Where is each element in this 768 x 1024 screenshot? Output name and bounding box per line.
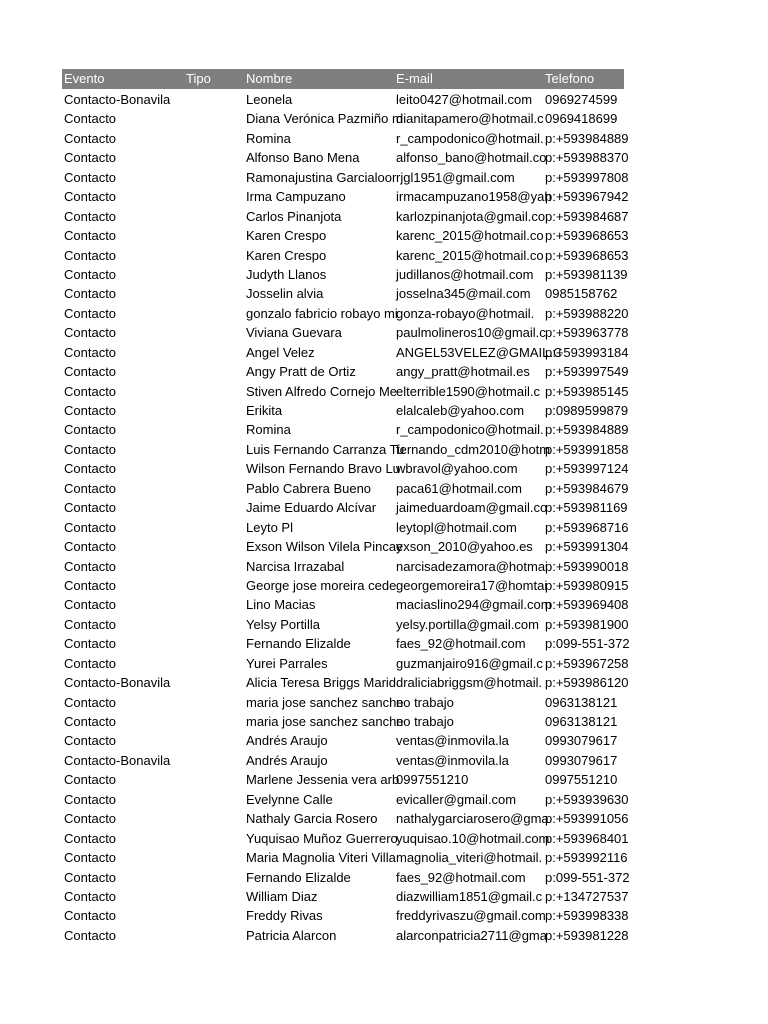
cell-email[interactable]: georgemoreira17@homtai <box>396 577 548 593</box>
table-row <box>62 673 629 692</box>
cell-email[interactable]: ANGEL53VELEZ@GMAIL.C <box>396 344 563 360</box>
cell-nombre[interactable]: Exson Wilson Vilela Pincay <box>246 539 403 555</box>
cell-email[interactable]: narcisadezamora@hotmai <box>396 558 548 574</box>
cell-nombre[interactable]: Lino Macias <box>246 597 316 613</box>
table-row <box>62 615 629 634</box>
cell-evento[interactable]: Contacto <box>64 636 117 652</box>
cell-telefono[interactable]: p:099-551-372 <box>545 636 630 652</box>
cell-tipo[interactable] <box>184 887 244 906</box>
cell-nombre[interactable]: Viviana Guevara <box>246 325 342 341</box>
cell-telefono[interactable]: p:+593967258 <box>545 655 629 671</box>
cell-email[interactable]: judillanos@hotmail.com <box>396 266 534 282</box>
cell-nombre[interactable]: maria jose sanchez sanche <box>246 714 404 729</box>
cell-email[interactable]: 0997551210 <box>396 772 469 788</box>
cell-evento[interactable]: Contacto <box>64 888 117 904</box>
cell-telefono[interactable]: p:+593968401 <box>545 830 629 846</box>
cell-tipo[interactable] <box>184 790 244 809</box>
cell-email[interactable]: gonza-robayo@hotmail. <box>396 305 535 321</box>
cell-nombre[interactable]: Andrés Araujo <box>246 733 328 749</box>
cell-telefono[interactable]: p:+593988370 <box>545 150 629 166</box>
cell-telefono[interactable]: 0985158762 <box>545 286 618 302</box>
cell-tipo[interactable] <box>184 440 244 459</box>
cell-email[interactable]: magnolia_viteri@hotmail. <box>396 850 543 866</box>
cell-email[interactable]: faes_92@hotmail.com <box>396 869 526 885</box>
cell-telefono[interactable]: p:+593968653 <box>545 228 629 244</box>
cell-email[interactable]: r_campodonico@hotmail. <box>396 422 544 438</box>
cell-nombre[interactable]: George jose moreira cede <box>246 577 397 593</box>
cell-evento[interactable]: Contacto <box>64 228 117 244</box>
cell-email[interactable]: ventas@inmovila.la <box>396 752 509 768</box>
cell-tipo[interactable] <box>184 518 244 537</box>
cell-nombre[interactable]: Evelynne Calle <box>246 791 333 807</box>
cell-email[interactable]: leytopl@hotmail.com <box>396 519 517 535</box>
cell-evento[interactable]: Contacto <box>64 189 117 205</box>
cell-nombre[interactable]: gonzalo fabricio robayo mi <box>246 305 398 321</box>
table-row <box>62 109 624 128</box>
cell-telefono[interactable]: p:+593993184 <box>545 344 629 360</box>
cell-tipo[interactable] <box>184 246 244 265</box>
cell-email[interactable]: yelsy.portilla@gmail.com <box>396 616 539 632</box>
cell-telefono[interactable]: p:+593997808 <box>545 169 629 185</box>
cell-email[interactable]: no trabajo <box>396 694 454 710</box>
table-row <box>62 187 629 206</box>
cell-tipo[interactable] <box>184 615 244 634</box>
header-email[interactable]: E-mail <box>396 71 433 86</box>
cell-evento[interactable]: Contacto <box>64 927 117 943</box>
cell-telefono[interactable]: p:+593984889 <box>545 422 629 438</box>
cell-nombre[interactable]: Fernando Elizalde <box>246 636 351 652</box>
cell-evento[interactable]: Contacto <box>64 655 117 671</box>
cell-evento[interactable]: Contacto <box>64 908 117 924</box>
cell-evento[interactable]: Contacto <box>64 830 117 846</box>
cell-nombre[interactable]: Carlos Pinanjota <box>246 208 342 224</box>
cell-evento[interactable]: Contacto <box>64 772 117 788</box>
cell-email[interactable]: elalcaleb@yahoo.com <box>396 403 525 418</box>
cell-email[interactable]: alarconpatricia2711@gma <box>396 927 547 943</box>
table-row <box>62 654 629 673</box>
table-row <box>62 148 629 167</box>
cell-tipo[interactable] <box>184 906 244 925</box>
cell-nombre[interactable]: Patricia Alarcon <box>246 927 337 943</box>
table-row <box>62 129 629 148</box>
cell-evento[interactable]: Contacto <box>64 519 117 535</box>
cell-telefono[interactable]: 0963138121 <box>545 694 618 710</box>
cell-tipo[interactable] <box>184 90 244 109</box>
cell-tipo[interactable] <box>184 304 244 323</box>
cell-nombre[interactable]: Karen Crespo <box>246 228 327 244</box>
cell-tipo[interactable] <box>184 926 244 945</box>
cell-nombre[interactable]: William Diaz <box>246 888 318 904</box>
cell-nombre[interactable]: Nathaly Garcia Rosero <box>246 811 378 827</box>
cell-evento[interactable]: Contacto <box>64 616 117 632</box>
cell-telefono[interactable]: p:+593968653 <box>545 247 629 263</box>
cell-nombre[interactable]: Angel Velez <box>246 344 315 360</box>
cell-evento[interactable]: Contacto <box>64 577 117 593</box>
cell-tipo[interactable] <box>184 129 244 148</box>
table-row <box>62 906 629 925</box>
cell-email[interactable]: josselna345@mail.com <box>396 286 531 302</box>
cell-tipo[interactable] <box>184 576 244 595</box>
table-row <box>62 90 624 109</box>
cell-nombre[interactable]: Yelsy Portilla <box>246 616 320 632</box>
cell-tipo[interactable] <box>184 265 244 284</box>
cell-email[interactable]: evicaller@gmail.com <box>396 791 517 807</box>
cell-evento[interactable]: Contacto <box>64 305 117 321</box>
cell-tipo[interactable] <box>184 557 244 576</box>
cell-telefono[interactable]: p:+134727537 <box>545 888 629 904</box>
cell-tipo[interactable] <box>184 226 244 245</box>
cell-telefono[interactable]: p:+593985145 <box>545 383 629 399</box>
cell-nombre[interactable]: Erikita <box>246 403 283 418</box>
table-row <box>62 634 630 653</box>
cell-tipo[interactable] <box>184 770 244 789</box>
cell-tipo[interactable] <box>184 420 244 439</box>
cell-tipo[interactable] <box>184 731 244 750</box>
cell-email[interactable]: karenc_2015@hotmail.co <box>396 228 544 244</box>
cell-tipo[interactable] <box>184 595 244 614</box>
cell-tipo[interactable] <box>184 829 244 848</box>
cell-nombre[interactable]: Wilson Fernando Bravo Lu <box>246 461 400 477</box>
table-header <box>62 69 624 89</box>
table-row <box>62 712 624 731</box>
cell-email[interactable]: paulmolineros10@gmail.c <box>396 325 546 341</box>
cell-nombre[interactable]: Yurei Parrales <box>246 655 328 671</box>
cell-nombre[interactable]: Yuquisao Muñoz Guerrero <box>246 830 398 846</box>
cell-nombre[interactable]: Diana Verónica Pazmiño m <box>246 111 403 127</box>
cell-telefono[interactable]: 0969274599 <box>545 92 618 107</box>
cell-telefono[interactable]: p:+593969408 <box>545 597 629 613</box>
cell-telefono[interactable]: 0963138121 <box>545 714 618 729</box>
cell-telefono[interactable]: p:+593986120 <box>545 675 629 691</box>
cell-email[interactable]: elterrible1590@hotmail.c <box>396 383 540 399</box>
cell-nombre[interactable]: Alicia Teresa Briggs Marid <box>246 675 397 691</box>
cell-nombre[interactable]: Leyto Pl <box>246 519 293 535</box>
table-row <box>62 790 629 809</box>
table-row <box>62 265 628 284</box>
cell-evento[interactable]: Contacto <box>64 539 117 555</box>
cell-evento[interactable]: Contacto <box>64 733 117 749</box>
cell-telefono[interactable]: p:+593991858 <box>545 441 629 457</box>
cell-telefono[interactable]: p:+593991304 <box>545 539 629 555</box>
table-row <box>62 693 624 712</box>
cell-telefono[interactable]: 0997551210 <box>545 772 618 788</box>
cell-tipo[interactable] <box>184 712 244 731</box>
cell-evento[interactable]: Contacto <box>64 791 117 807</box>
cell-evento[interactable]: Contacto <box>64 500 117 516</box>
cell-tipo[interactable] <box>184 634 244 653</box>
cell-tipo[interactable] <box>184 459 244 478</box>
cell-telefono[interactable]: p:+593981900 <box>545 616 629 632</box>
cell-telefono[interactable]: p:+593984679 <box>545 480 629 496</box>
header-evento[interactable]: Evento <box>64 71 105 86</box>
cell-telefono[interactable]: 0993079617 <box>545 733 618 749</box>
header-tipo[interactable]: Tipo <box>186 71 211 86</box>
cell-tipo[interactable] <box>184 498 244 517</box>
cell-nombre[interactable]: Luis Fernando Carranza Tu <box>246 441 405 457</box>
table-row <box>62 343 629 362</box>
cell-telefono[interactable]: p:+593984687 <box>545 208 629 224</box>
cell-evento[interactable]: Contacto <box>64 480 117 496</box>
cell-telefono[interactable]: p:0989599879 <box>545 403 629 418</box>
cell-nombre[interactable]: Stiven Alfredo Cornejo Me <box>246 383 398 399</box>
cell-tipo[interactable] <box>184 207 244 226</box>
cell-evento[interactable]: Contacto <box>64 111 117 127</box>
table-row <box>62 362 629 381</box>
cell-telefono[interactable]: p:+593939630 <box>545 791 629 807</box>
cell-telefono[interactable]: p:+593981228 <box>545 927 629 943</box>
cell-tipo[interactable] <box>184 673 244 692</box>
table-row <box>62 459 629 478</box>
cell-tipo[interactable] <box>184 401 244 420</box>
cell-tipo[interactable] <box>184 868 244 887</box>
cell-evento[interactable]: Contacto <box>64 403 117 418</box>
cell-telefono[interactable]: p:+593967942 <box>545 189 629 205</box>
cell-nombre[interactable]: maria jose sanchez sanche <box>246 694 404 710</box>
table-row <box>62 595 629 614</box>
cell-evento[interactable]: Contacto <box>64 422 117 438</box>
cell-telefono[interactable]: p:+593963778 <box>545 325 629 341</box>
cell-nombre[interactable]: Romina <box>246 422 291 438</box>
table-row <box>62 576 629 595</box>
table-row <box>62 809 629 828</box>
cell-email[interactable]: faes_92@hotmail.com <box>396 636 526 652</box>
cell-nombre[interactable]: Maria Magnolia Viteri Villa <box>246 850 396 866</box>
cell-evento[interactable]: Contacto <box>64 364 117 380</box>
table-row <box>62 382 629 401</box>
cell-telefono[interactable]: p:+593984889 <box>545 130 629 146</box>
cell-email[interactable]: freddyrivaszu@gmail.com <box>396 908 546 924</box>
cell-email[interactable]: wbravol@yahoo.com <box>396 461 518 477</box>
cell-tipo[interactable] <box>184 362 244 381</box>
cell-tipo[interactable] <box>184 343 244 362</box>
cell-nombre[interactable]: Romina <box>246 130 291 146</box>
cell-tipo[interactable] <box>184 109 244 128</box>
cell-telefono[interactable]: p:+593968716 <box>545 519 629 535</box>
cell-email[interactable]: jaimeduardoam@gmail.co <box>396 500 548 516</box>
cell-telefono[interactable]: p:+593991056 <box>545 811 629 827</box>
cell-evento[interactable]: Contacto <box>64 694 117 710</box>
cell-email[interactable]: exson_2010@yahoo.es <box>396 539 533 555</box>
table-row <box>62 440 629 459</box>
cell-evento[interactable]: Contacto <box>64 344 117 360</box>
cell-evento[interactable]: Contacto <box>64 811 117 827</box>
cell-email[interactable]: diazwilliam1851@gmail.c <box>396 888 543 904</box>
cell-email[interactable]: guzmanjairo916@gmail.c <box>396 655 543 671</box>
cell-email[interactable]: nathalygarciarosero@gma <box>396 811 549 827</box>
cell-telefono[interactable]: p:+593998338 <box>545 908 629 924</box>
cell-evento[interactable]: Contacto <box>64 441 117 457</box>
cell-evento[interactable]: Contacto <box>64 597 117 613</box>
table-row <box>62 226 629 245</box>
header-telefono[interactable]: Telefono <box>545 71 595 86</box>
table-body <box>62 90 630 945</box>
cell-telefono[interactable]: 0993079617 <box>545 752 618 768</box>
cell-nombre[interactable]: Ramonajustina Garcialoor <box>246 169 397 185</box>
table-row <box>62 848 628 867</box>
table-row <box>62 537 629 556</box>
table-row <box>62 498 628 517</box>
cell-nombre[interactable]: Freddy Rivas <box>246 908 323 924</box>
table-row <box>62 304 629 323</box>
cell-tipo[interactable] <box>184 654 244 673</box>
cell-evento[interactable]: Contacto <box>64 247 117 263</box>
cell-evento[interactable]: Contacto <box>64 461 117 477</box>
cell-evento[interactable]: Contacto <box>64 558 117 574</box>
cell-telefono[interactable]: p:+593980915 <box>545 577 629 593</box>
cell-evento[interactable]: Contacto-Bonavila <box>64 752 171 768</box>
table-row <box>62 829 629 848</box>
cell-email[interactable]: r_campodonico@hotmail. <box>396 130 544 146</box>
table-row <box>62 926 629 945</box>
cell-email[interactable]: maciaslino294@gmail.com <box>396 597 552 613</box>
cell-tipo[interactable] <box>184 284 244 303</box>
table-row <box>62 284 624 303</box>
cell-email[interactable]: karlozpinanjota@gmail.co <box>396 208 546 224</box>
table-row <box>62 557 629 576</box>
cell-email[interactable]: ventas@inmovila.la <box>396 733 509 749</box>
table-row <box>62 887 629 906</box>
cell-telefono[interactable]: p:+593981139 <box>545 266 628 282</box>
cell-telefono[interactable]: p:+593988220 <box>545 305 629 321</box>
cell-tipo[interactable] <box>184 809 244 828</box>
table-row <box>62 323 629 342</box>
cell-telefono[interactable]: p:+593990018 <box>545 558 629 574</box>
cell-evento[interactable]: Contacto <box>64 286 117 302</box>
cell-nombre[interactable]: Leonela <box>246 92 293 107</box>
cell-email[interactable]: rjgl1951@gmail.com <box>396 169 515 185</box>
cell-nombre[interactable]: Irma Campuzano <box>246 189 346 205</box>
cell-tipo[interactable] <box>184 848 244 867</box>
cell-tipo[interactable] <box>184 148 244 167</box>
header-nombre[interactable]: Nombre <box>246 71 293 86</box>
table-row <box>62 751 624 770</box>
table-row <box>62 731 624 750</box>
cell-nombre[interactable]: Josselin alvia <box>246 286 324 302</box>
cell-nombre[interactable]: Jaime Eduardo Alcívar <box>246 500 377 516</box>
cell-tipo[interactable] <box>184 751 244 770</box>
cell-telefono[interactable]: p:+593997124 <box>545 461 629 477</box>
cell-evento[interactable]: Contacto <box>64 714 117 729</box>
cell-telefono[interactable]: p:099-551-372 <box>545 869 630 885</box>
cell-nombre[interactable]: Alfonso Bano Mena <box>246 150 360 166</box>
table-row <box>62 518 629 537</box>
cell-evento[interactable]: Contacto-Bonavila <box>64 675 171 691</box>
cell-tipo[interactable] <box>184 479 244 498</box>
table-row <box>62 168 629 187</box>
cell-evento[interactable]: Contacto <box>64 383 117 399</box>
cell-evento[interactable]: Contacto <box>64 325 117 341</box>
cell-evento[interactable]: Contacto <box>64 130 117 146</box>
cell-nombre[interactable]: Andrés Araujo <box>246 752 328 768</box>
cell-telefono[interactable]: p:+593997549 <box>545 364 629 380</box>
cell-email[interactable]: fernando_cdm2010@hotm <box>396 441 551 457</box>
cell-tipo[interactable] <box>184 323 244 342</box>
cell-tipo[interactable] <box>184 537 244 556</box>
spreadsheet-table <box>62 69 630 945</box>
cell-evento[interactable]: Contacto <box>64 208 117 224</box>
cell-email[interactable]: no trabajo <box>396 714 454 729</box>
cell-nombre[interactable]: Karen Crespo <box>246 247 327 263</box>
cell-email[interactable]: yuquisao.10@hotmail.com <box>396 830 550 846</box>
cell-email[interactable]: dianitapamero@hotmail.c <box>396 111 544 127</box>
cell-nombre[interactable]: Pablo Cabrera Bueno <box>246 480 372 496</box>
cell-tipo[interactable] <box>184 187 244 206</box>
cell-evento[interactable]: Contacto <box>64 150 117 166</box>
cell-evento[interactable]: Contacto <box>64 850 117 866</box>
cell-nombre[interactable]: Judyth Llanos <box>246 266 327 282</box>
table-row <box>62 868 630 887</box>
cell-telefono[interactable]: 0969418699 <box>545 111 618 127</box>
cell-tipo[interactable] <box>184 382 244 401</box>
cell-email[interactable]: karenc_2015@hotmail.co <box>396 247 544 263</box>
cell-evento[interactable]: Contacto <box>64 869 117 885</box>
cell-evento[interactable]: Contacto <box>64 169 117 185</box>
table-row <box>62 479 629 498</box>
cell-nombre[interactable]: Fernando Elizalde <box>246 869 351 885</box>
cell-nombre[interactable]: Narcisa Irrazabal <box>246 558 345 574</box>
cell-evento[interactable]: Contacto-Bonavila <box>64 92 171 107</box>
cell-tipo[interactable] <box>184 693 244 712</box>
cell-evento[interactable]: Contacto <box>64 266 117 282</box>
table-row <box>62 420 629 439</box>
cell-nombre[interactable]: Marlene Jessenia vera arb <box>246 772 400 788</box>
cell-email[interactable]: angy_pratt@hotmail.es <box>396 364 530 380</box>
table-row <box>62 207 629 226</box>
table-row <box>62 401 629 420</box>
cell-telefono[interactable]: p:+593992116 <box>545 850 628 866</box>
table-row <box>62 770 624 789</box>
cell-tipo[interactable] <box>184 168 244 187</box>
cell-email[interactable]: draliciabriggsm@hotmail. <box>396 675 543 691</box>
cell-email[interactable]: alfonso_bano@hotmail.co <box>396 150 547 166</box>
table-row <box>62 246 629 265</box>
cell-telefono[interactable]: p:+593981169 <box>545 500 628 516</box>
cell-email[interactable]: leito0427@hotmail.com <box>396 92 533 107</box>
cell-email[interactable]: irmacampuzano1958@yah <box>396 189 552 205</box>
cell-nombre[interactable]: Angy Pratt de Ortiz <box>246 364 356 380</box>
cell-email[interactable]: paca61@hotmail.com <box>396 480 522 496</box>
